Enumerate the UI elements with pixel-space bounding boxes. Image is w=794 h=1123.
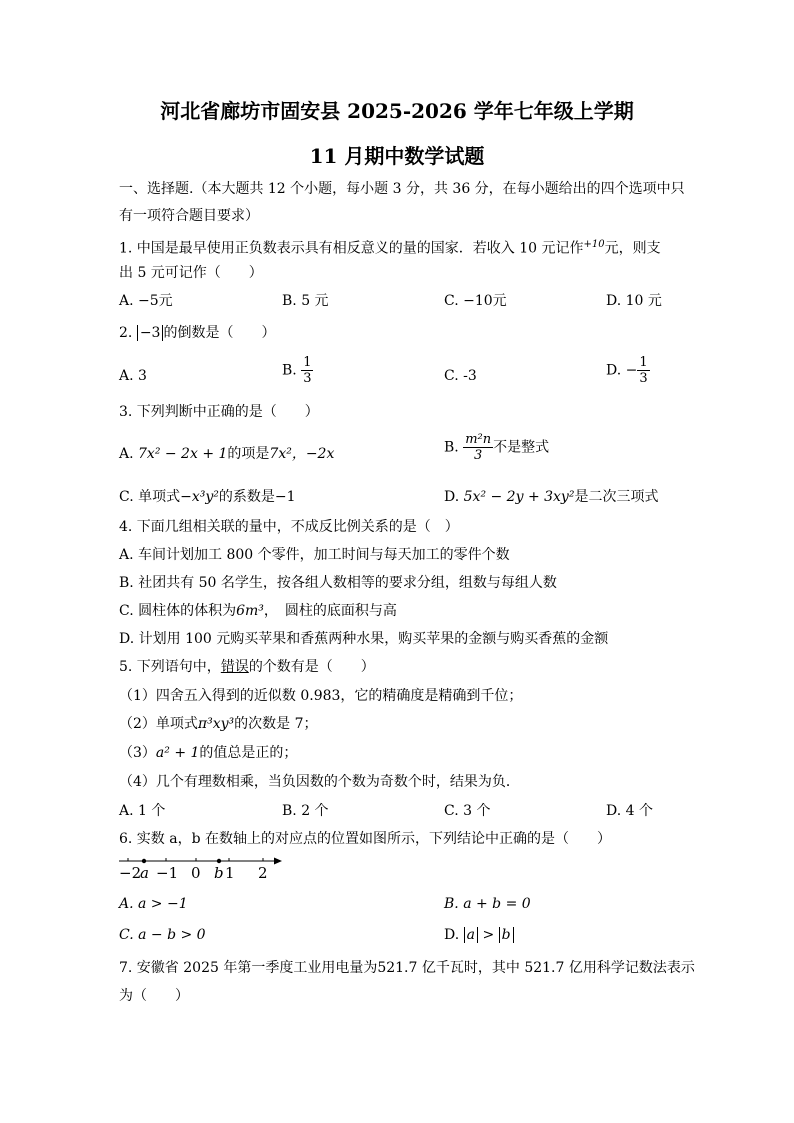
- q3-b-numerator: m²n: [465, 432, 492, 447]
- q6-option-d-gt: >: [482, 927, 495, 943]
- q5-s2-text-a: （2）单项式: [119, 716, 198, 732]
- q3-option-a-text: 的项是: [227, 446, 270, 462]
- q4-stem: 4. 下面几组相关联的量中，不成反比例关系的是（ ）: [119, 519, 459, 535]
- q5-statement-1: （1）四舍五入得到的近似数 0.983，它的精确度是精确到千位；: [119, 688, 523, 704]
- q7-stem-line1: 7. 安徽省 2025 年第一季度工业用电量为521.7 亿千瓦时，其中 521.7 亿用科学记数法表示: [119, 960, 695, 976]
- q1-option-a: A. −5元: [119, 293, 173, 309]
- number-line-arrow-icon: [274, 858, 282, 865]
- label-b: b: [214, 864, 224, 882]
- q3-option-b-label: B.: [444, 439, 459, 456]
- q2-option-a: A. 3: [119, 368, 147, 384]
- q4-option-c: [119, 601, 397, 621]
- q6-option-c: C. a − b > 0: [119, 927, 206, 943]
- section1-intro-line2: 有一项符合题目要求）: [119, 208, 259, 224]
- q4-option-c-text-a: C. 圆柱体的体积为: [119, 603, 237, 619]
- q7-stem-line2: 为（ ）: [119, 988, 189, 1004]
- q5-s2-expression: π³xy³: [197, 716, 235, 732]
- q1-stem-line1: [119, 235, 661, 259]
- q3-option-d-label: D.: [444, 489, 460, 505]
- q1-stem-mark: +10: [583, 239, 605, 250]
- label-a: a: [140, 864, 149, 882]
- q5-option-b: B. 2 个: [282, 803, 329, 819]
- q5-stem-text-b: 的个数有是（ ）: [248, 659, 375, 675]
- q3-b-denominator: 3: [474, 448, 483, 463]
- q2-stem: [119, 323, 275, 343]
- exam-title-line2: 11 月期中数学试题: [309, 144, 485, 168]
- q5-s2-text-b: 的次数是 7；: [234, 716, 318, 732]
- exam-title-line1: 河北省廊坊市固安县 2025-2026 学年七年级上学期: [160, 99, 634, 123]
- q2-d-numerator: 1: [639, 355, 648, 370]
- label-minus-1: −1: [156, 864, 179, 882]
- q3-option-a-terms: 7x²，−2x: [269, 446, 335, 462]
- q6-option-d: [444, 925, 514, 945]
- q5-stem: [119, 657, 375, 677]
- q6-option-a: A. a > −1: [119, 896, 188, 912]
- q2-abs-value: −3: [137, 325, 164, 341]
- q3-option-a-expression: 7x² − 2x + 1: [138, 446, 228, 462]
- q2-prefix: 2.: [119, 325, 137, 341]
- q3-option-d-expression: 5x² − 2y + 3xy²: [463, 489, 575, 505]
- q2-b-numerator: 1: [303, 355, 312, 370]
- label-1: 1: [225, 864, 235, 882]
- q3-option-c-text: 的系数是−1: [218, 489, 296, 505]
- q2-option-d: [606, 355, 650, 386]
- q3-option-b-text: 不是整式: [493, 439, 550, 456]
- q6-option-d-abs-a: a: [464, 927, 478, 943]
- label-2: 2: [258, 864, 268, 882]
- q5-option-c: C. 3 个: [444, 803, 491, 819]
- q3-option-c-label: C. 单项式: [119, 489, 181, 505]
- q1-stem-text-a: 1. 中国是最早使用正负数表示具有相反意义的量的国家．若收入 10 元记作: [119, 240, 584, 257]
- q1-option-d: D. 10 元: [606, 293, 662, 309]
- q3-option-c-expression: −x³y²: [180, 489, 219, 505]
- q5-statement-2: [119, 714, 318, 734]
- q2-option-d-label: D. −: [606, 362, 638, 379]
- q3-stem: 3. 下列判断中正确的是（ ）: [119, 404, 319, 420]
- q5-s3-text-a: （3）: [119, 745, 156, 761]
- q5-option-d: D. 4 个: [606, 803, 653, 819]
- q6-option-d-label: D.: [444, 927, 460, 943]
- q6-stem: 6. 实数 a，b 在数轴上的对应点的位置如图所示，下列结论中正确的是（ ）: [119, 831, 612, 847]
- q1-option-c: C. −10元: [444, 293, 507, 309]
- q2-b-denominator: 3: [303, 371, 312, 386]
- q3-option-a: [119, 444, 334, 464]
- q1-stem-text-b: 元，则支: [604, 240, 661, 257]
- point-a-dot: [142, 859, 146, 863]
- q3-option-c: [119, 487, 296, 507]
- q3-option-b: [444, 432, 549, 463]
- q4-option-b: B. 社团共有 50 名学生，按各组人数相等的要求分组，组数与每组人数: [119, 575, 557, 591]
- q4-option-c-volume: 6m³: [236, 603, 264, 619]
- q2-suffix: 的倒数是（ ）: [163, 325, 276, 341]
- label-0: 0: [191, 864, 201, 882]
- q5-option-a: A. 1 个: [119, 803, 166, 819]
- q4-option-a: A. 车间计划加工 800 个零件，加工时间与每天加工的零件个数: [119, 547, 510, 563]
- q3-option-a-label: A.: [119, 446, 134, 462]
- q4-option-c-text-b: ， 圆柱的底面积与高: [263, 603, 397, 619]
- q3-option-d-text: 是二次三项式: [574, 489, 659, 505]
- q5-statement-4: （4）几个有理数相乘，当负因数的个数为奇数个时，结果为负．: [119, 774, 520, 790]
- q5-s3-expression: a² + 1: [155, 745, 200, 761]
- q2-option-b-label: B.: [282, 362, 297, 379]
- q6-option-d-abs-b: b: [499, 927, 514, 943]
- label-minus-2: −2: [119, 864, 142, 882]
- q5-stem-underlined: 错误: [220, 659, 249, 675]
- q5-statement-3: [119, 743, 297, 763]
- q6-number-line: [116, 850, 286, 884]
- q5-s3-text-b: 的值总是正的；: [199, 745, 298, 761]
- q2-d-denominator: 3: [639, 371, 648, 386]
- q2-option-c: C. -3: [444, 368, 477, 384]
- q1-stem-line2: 出 5 元可记作（ ）: [119, 265, 263, 281]
- q3-option-b-fraction: [463, 432, 493, 463]
- q2-option-b: [282, 355, 313, 386]
- q2-option-b-fraction: [301, 355, 313, 386]
- q6-option-b: B. a + b = 0: [444, 896, 531, 912]
- point-b-dot: [217, 859, 221, 863]
- q2-option-d-fraction: [637, 355, 649, 386]
- section1-intro-line1: 一、选择题.（本大题共 12 个小题，每小题 3 分，共 36 分，在每小题给出的四个选项中只: [119, 181, 685, 197]
- q4-option-d: D. 计划用 100 元购买苹果和香蕉两种水果，购买苹果的金额与购买香蕉的金额: [119, 631, 609, 647]
- q3-option-d: [444, 487, 658, 507]
- q5-stem-text-a: 5. 下列语句中，: [119, 659, 221, 675]
- q1-option-b: B. 5 元: [282, 293, 329, 309]
